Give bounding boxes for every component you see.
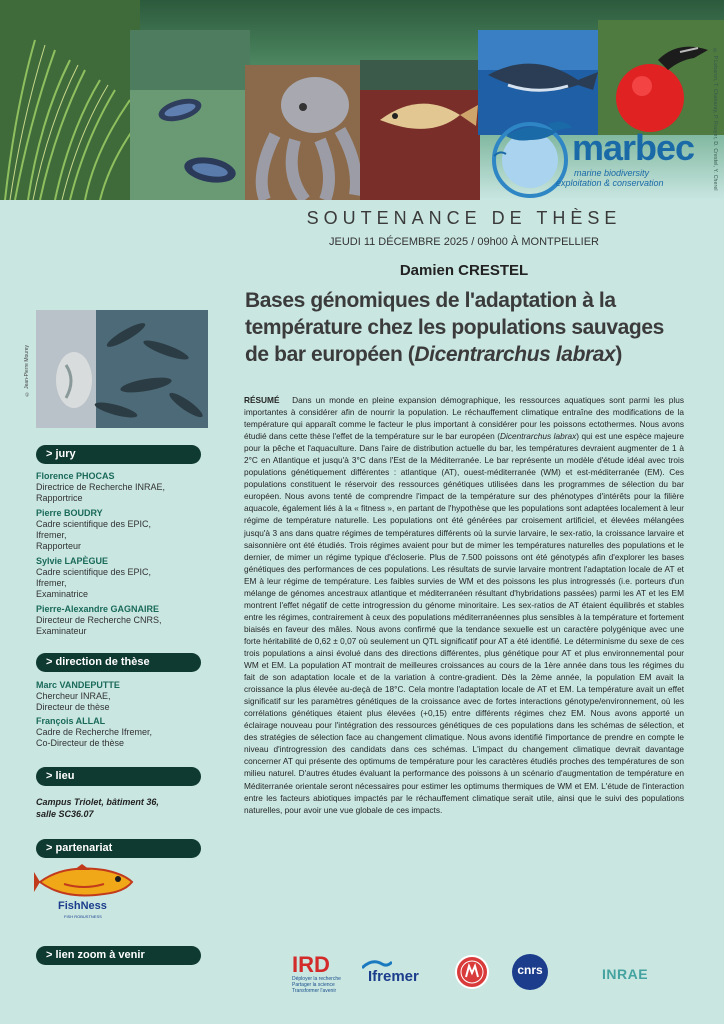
thesis-title-part1: Bases génomiques de l'adaptation à la température chez les populations sauvages de bar européen ( [245, 289, 664, 366]
ird-logo [292, 954, 352, 1004]
jury-member-role: Cadre scientifique des EPIC, [36, 519, 152, 529]
ird-tagline-2: Partager la science [292, 982, 335, 988]
ird-wordmark: IRD [292, 952, 330, 977]
abstract-text-1: Dans un monde en pleine expansion démographique, les ressources aquatiques sont parmi les plus importantes à considérer afin de nourrir la population. Le réchauffement climatique entraîne des modifications de la température qui apparaît comme le facteur le plus important à considérer pour les poissons ectothermes. Nous avons étudié dans cette thèse l'effet de la température sur le bar européen ( [244, 395, 684, 442]
event-title: SOUTENANCE DE THÈSE [306, 208, 622, 228]
director [36, 716, 206, 749]
marbec-logo [486, 110, 695, 206]
ird-tagline-1: Déployer la recherche [292, 976, 341, 982]
jury-member-role: Ifremer, [36, 578, 67, 588]
fishness-logo [34, 862, 138, 926]
jury-member-role: Ifremer, [36, 530, 67, 540]
candidate-name: Damien CRESTEL [399, 262, 529, 279]
thesis-title [245, 287, 685, 368]
director-name: Marc VANDEPUTTE [36, 680, 120, 690]
jury-heading: > jury [36, 445, 201, 464]
fish-photo [360, 60, 480, 200]
jury-member-role: Examinateur [36, 626, 87, 636]
thesis-title-species: Dicentrarchus labrax [414, 343, 616, 366]
jury-member [36, 604, 206, 637]
montpellier-university-seal [455, 955, 489, 989]
jury-member [36, 556, 206, 600]
director-role: Chercheur INRAE, [36, 691, 111, 701]
jury-member-name: Florence PHOCAS [36, 471, 115, 481]
jury-member-role: Cadre scientifique des EPIC, [36, 567, 152, 577]
director [36, 680, 206, 713]
event-date: JEUDI 11 DÉCEMBRE 2025 / 09h00 À MONTPELLIER [328, 236, 599, 248]
cnrs-wordmark: cnrs [517, 963, 543, 977]
lieu-line-1: Campus Triolet, bâtiment 36, [36, 797, 159, 807]
photo-credit: © P.Lebaron, T. Chanaray, P. Rouyer, D. Crestel, Y. Cherel [712, 48, 718, 191]
fishness-subtitle: FISH ROBUSTNESS [64, 914, 102, 919]
seagrass-photo [0, 0, 140, 200]
director-role: Directeur de thèse [36, 702, 110, 712]
lieu-address [36, 796, 206, 820]
octopus-photo [245, 65, 365, 200]
abstract-text-2: ) qui est une espèce majeure pour la pêche et l'aquaculture. Dans l'aire de distribution actuelle du bar, les températures devraient augmenter de 1 à 2°C en Atlantique et jusqu'à 3°C dans l'Est de la Méditerranée. Le bar représente un modèle d'étude idéal avec trois populations génétiquement différentes : atlantique (AT), ouest-méditerranée (WM) et est-méditerranée (EM). Ces populations constituent le réservoir des ressources génétiques utilisées dans les programmes de sélection du bar européen. Nous avons tenté de comprendre l'impact de la température sur des phénotypes d'intérêts pour la filière aquacole, également liés à la « fitness », en partant de l'hypothèse que les populations sont adaptées localement à leur régime de température naturelle. Les populations ont été générées par croisement artificiel, et élevées mélangées jusqu'à 3 ans dans quatre régimes de températures différents où la survie larvaire, le sex-ratio, la croissance larvaire et saisonnière ont été étudiés. Trois régimes avaient pour but de mimer les températures naturelles des populations et le dernier, de mimer un régime typique d'écloserie. Plus de 7.500 poissons ont été génotypés afin d'explorer les bases génétiques des performances de ces populations. Les résultats de survie larvaire montrent l'adaptation locale de AT et EM à leur régime de température. Les faibles survies de WM et des poissons les plus introgressés (i.e. porteurs d'un mélange de génomes ancestraux atlantique et méditerranéen résultant d'hybridations passées) parmi les AT et les EM montrent l'effet négatif de cette introgression du génome minoritaire. Les sex-ratios de AT étaient équilibrés et stables entre les régimes, contrairement à ceux des populations méditerranéennes plus sensibles à la température et fortement biaisés en faveur des mâles. Nous avons confirmé que la tendance sexuelle est un caractère polygénique avec une forte héritabilité de 0,62 ± 0,07 où seulement un QTL significatif pour AT a été identifié. Le déterminisme du sexe de ces trois populations a ainsi évolué dans des directions différentes, plus génétique pour AT et plus environnemental pour WM et EM. La population AT montrait de meilleures croissances au cours de la 1ère année dans tous les régimes du fait de son adaptation locale et de la variation à contre-gradient. Dès la 2ème année, la population EM avait la croissance la plus élevée au-deçà de 18°C. Cela montre l'adaptation locale de AT et EM. La température avait un effet significatif sur les paramètres génétiques de la croissance avec de fortes interactions génotype/environnement, où les corrélations génétiques étaient plus élevées (+0,15) entre différents régimes chez EM. Nous avons apporté un éclairage nouveau pour l'intégration des ressources génétiques de ces populations dans les schémas de sélection, et des stratégies de sélection face au changement climatique. Nous avons identifié l'importance de prendre en compte le niveau d'introgression des candidats dans ces schémas. L'impact du changement climatique devrait davantage concerner AT qui présente des optimums de température pour les caractères étudiés proches des températures de son milieu naturel. D'autres études évaluant la performance des poissons à un scénario d'augmentation de température en Méditerranée orientale seront nécessaires pour estimer les optimums thermiques de WM et EM. L'étude de l'interaction entre les facteurs abiotiques impactés par le réchauffement climatique serait utile, ainsi que le suivi des populations naturelles, pour avoir une vue globale de ces impacts. [244, 431, 685, 815]
lieu-heading: > lieu [36, 767, 201, 786]
jury-member-role: Directeur de Recherche CNRS, [36, 615, 162, 625]
inrae-logo: INRAE [602, 966, 649, 982]
abstract-label: RÉSUMÉ [244, 395, 280, 405]
fish-logo-icon [34, 862, 138, 902]
jury-member-name: Sylvie LAPÈGUE [36, 556, 109, 566]
director-role: Cadre de Recherche Ifremer, [36, 727, 153, 737]
direction-heading: > direction de thèse [36, 653, 201, 672]
sea-bass-photo [36, 310, 208, 428]
jury-member-role: Rapportrice [36, 493, 83, 503]
director-name: François ALLAL [36, 716, 106, 726]
jury-member-role: Rapporteur [36, 541, 82, 551]
mussels-photo [130, 30, 250, 200]
lieu-line-2: salle SC36.07 [36, 809, 94, 819]
partenariat-heading: > partenariat [36, 839, 201, 858]
director-role: Co-Directeur de thèse [36, 738, 125, 748]
cnrs-logo [512, 954, 548, 990]
ifremer-wordmark: Ifremer [368, 968, 419, 985]
zoom-link-heading: > lien zoom à venir [36, 946, 201, 965]
jury-member-name: Pierre BOUDRY [36, 508, 103, 518]
ifremer-logo [362, 958, 442, 988]
marbec-tagline-1: marine biodiversity [574, 168, 650, 178]
jury-member-name: Pierre-Alexandre GAGNAIRE [36, 604, 160, 614]
university-seal-icon [455, 955, 489, 989]
fishness-name: FishNess [58, 900, 107, 912]
abstract [244, 394, 684, 816]
abstract-species: Dicentrarchus labrax [500, 431, 577, 442]
ird-tagline-3: Transformer l'avenir [292, 988, 337, 994]
thesis-title-part2: ) [615, 343, 622, 366]
jury-member [36, 508, 206, 552]
side-photo-credit: © Jean-Pierre Mourey [24, 345, 30, 397]
marbec-tagline-2: exploitation & conservation [556, 178, 664, 188]
jury-member [36, 471, 206, 504]
jury-member-role: Directrice de Recherche INRAE, [36, 482, 166, 492]
marbec-wordmark: marbec [572, 127, 695, 168]
jury-member-role: Examinatrice [36, 589, 89, 599]
